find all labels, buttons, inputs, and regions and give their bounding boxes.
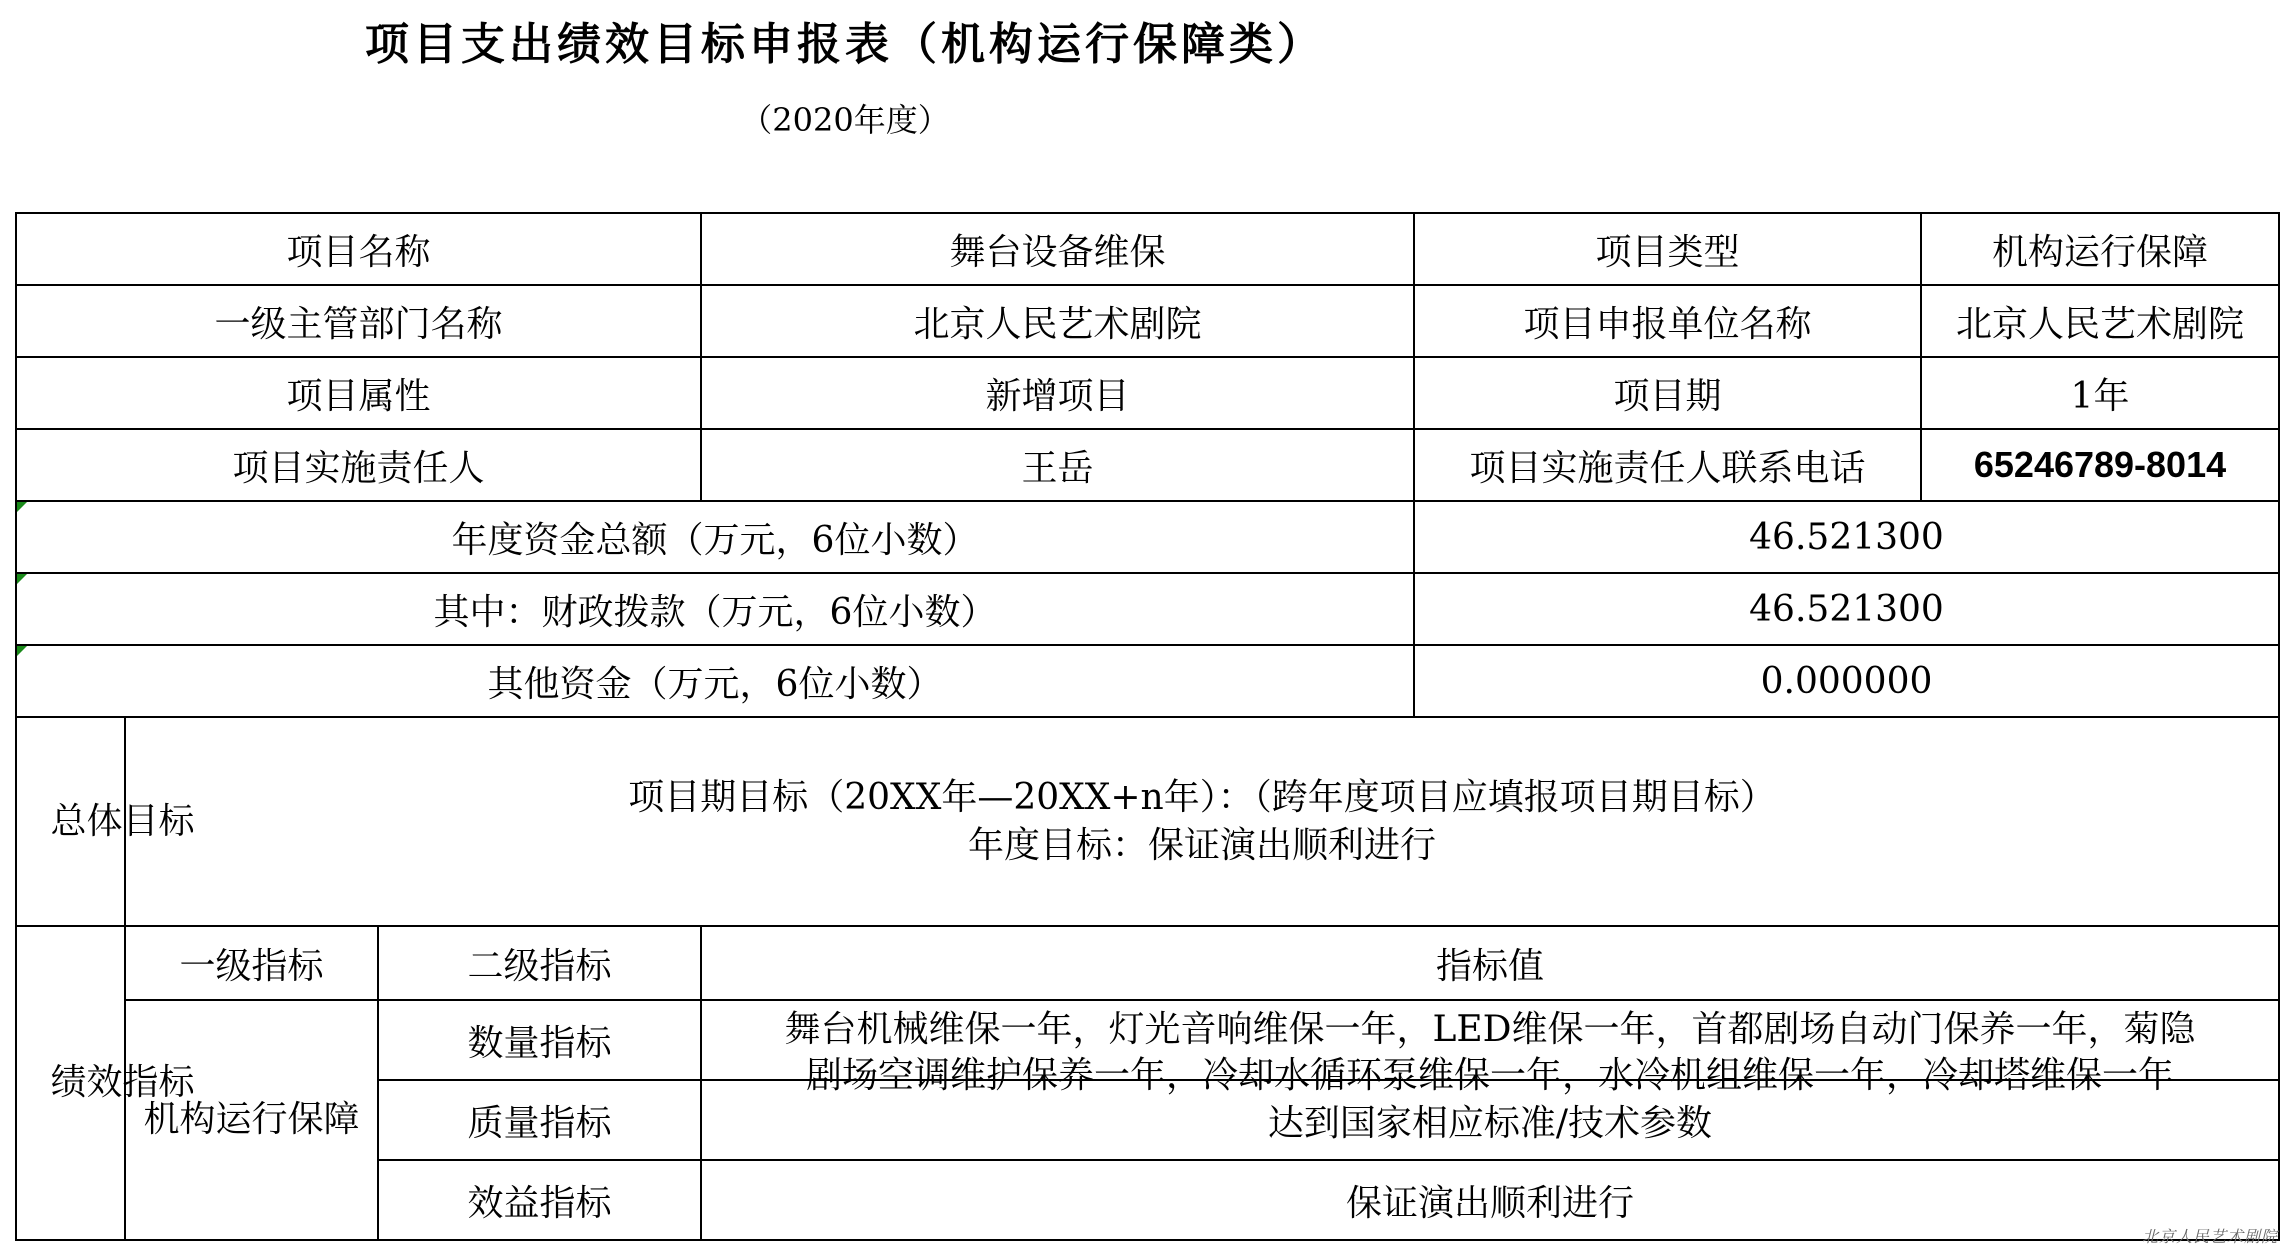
unit-value: 北京人民艺术剧院	[1921, 285, 2279, 357]
row-overall-goal	[16, 717, 2279, 926]
attr-value: 新增项目	[701, 357, 1414, 429]
form-year: （2020年度）	[740, 101, 950, 139]
quantity-line-1: 舞台机械维保一年，灯光音响维保一年，LED维保一年，首都剧场自动门保养一年，菊隐	[784, 1009, 2196, 1050]
unit-label: 项目申报单位名称	[1414, 285, 1921, 357]
period-value: 1年	[1921, 357, 2279, 429]
phone-value: 65246789-8014	[1921, 429, 2279, 501]
row-fiscal-funds	[16, 573, 2279, 645]
project-type-label: 项目类型	[1414, 213, 1921, 285]
row-department	[16, 285, 2279, 357]
total-funds-value: 46.521300	[1414, 501, 2279, 573]
quantity-label: 数量指标	[378, 1000, 701, 1080]
project-name-label: 项目名称	[16, 213, 701, 285]
total-funds-label: 年度资金总额（万元，6位小数）	[16, 501, 1414, 573]
level1-header: 一级指标	[125, 926, 378, 1000]
dept-label: 一级主管部门名称	[16, 285, 701, 357]
benefit-value: 保证演出顺利进行	[701, 1160, 2279, 1240]
owner-label: 项目实施责任人	[16, 429, 701, 501]
overall-goal-content	[125, 717, 2279, 926]
other-funds-label: 其他资金（万元，6位小数）	[16, 645, 1414, 717]
watermark-text: 北京人民艺术剧院	[2141, 1227, 2278, 1246]
period-goal-text: 项目期目标（20XX年—20XX+n年）：（跨年度项目应填报项目期目标）	[628, 776, 1776, 818]
row-attribute	[16, 357, 2279, 429]
quality-value: 达到国家相应标准/技术参数	[701, 1080, 2279, 1160]
level1-value: 机构运行保障	[125, 1000, 378, 1240]
level2-header: 二级指标	[378, 926, 701, 1000]
row-owner	[16, 429, 2279, 501]
overall-goal-label: 总体目标	[16, 717, 125, 926]
form-title: 项目支出绩效目标申报表（机构运行保障类）	[365, 19, 1325, 70]
phone-label: 项目实施责任人联系电话	[1414, 429, 1921, 501]
dept-value: 北京人民艺术剧院	[701, 285, 1414, 357]
project-type-value: 机构运行保障	[1921, 213, 2279, 285]
project-name-value: 舞台设备维保	[701, 213, 1414, 285]
period-label: 项目期	[1414, 357, 1921, 429]
benefit-label: 效益指标	[378, 1160, 701, 1240]
row-project-name	[16, 213, 2279, 285]
row-indicator-header	[16, 926, 2279, 1000]
fiscal-funds-label: 其中：财政拨款（万元，6位小数）	[16, 573, 1414, 645]
owner-value: 王岳	[701, 429, 1414, 501]
quantity-value	[701, 1000, 2279, 1096]
row-total-funds	[16, 501, 2279, 573]
quantity-line-2: 剧场空调维护保养一年，冷却水循环泵维保一年，水冷机组维保一年，冷却塔维保一年	[805, 1055, 2174, 1096]
annual-goal-text: 年度目标：保证演出顺利进行	[967, 824, 1436, 866]
value-header: 指标值	[701, 926, 2279, 1000]
fiscal-funds-value: 46.521300	[1414, 573, 2279, 645]
other-funds-value: 0.000000	[1414, 645, 2279, 717]
performance-form-table	[15, 212, 2280, 1241]
indicators-label: 绩效指标	[16, 926, 125, 1240]
quality-label: 质量指标	[378, 1080, 701, 1160]
row-quantity	[16, 1000, 2279, 1080]
attr-label: 项目属性	[16, 357, 701, 429]
row-other-funds	[16, 645, 2279, 717]
